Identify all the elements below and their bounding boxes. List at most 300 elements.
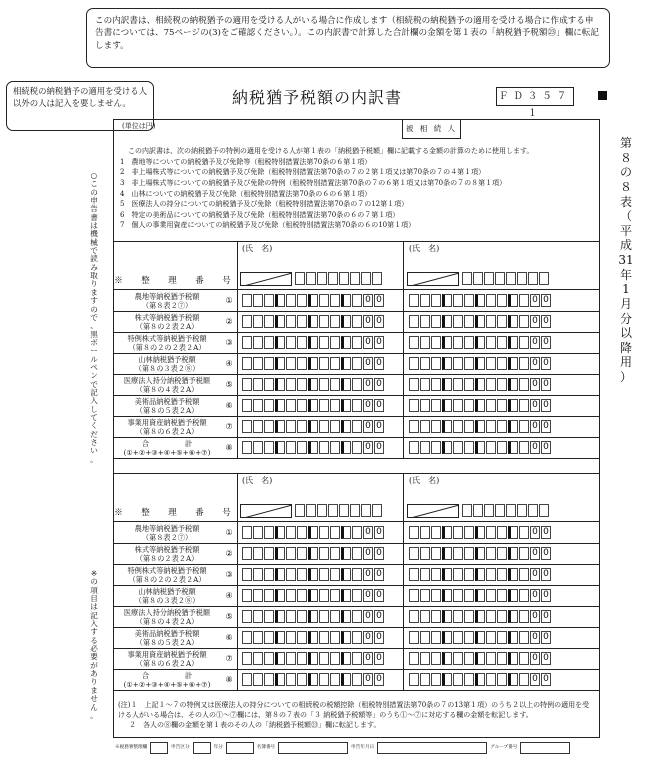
digit-cell[interactable] [352,441,362,454]
digit-cell[interactable] [442,315,452,328]
digit-cell[interactable] [464,294,474,307]
digit-cell[interactable] [442,336,452,349]
digit-cell[interactable] [330,589,340,602]
digit-cell[interactable] [308,673,318,686]
digit-cell[interactable] [475,399,485,412]
digit-cell[interactable] [330,357,340,370]
digit-cell[interactable] [473,272,483,285]
digit-cell[interactable] [420,336,430,349]
digit-cell[interactable] [330,399,340,412]
digit-cell[interactable] [242,631,252,644]
digit-cell[interactable] [442,547,452,560]
digit-cell[interactable] [286,526,296,539]
digit-cell[interactable] [308,652,318,665]
digit-cell[interactable] [308,336,318,349]
digit-cell[interactable] [308,315,318,328]
admin-box[interactable] [278,742,348,754]
digit-cell[interactable] [464,357,474,370]
digit-cell[interactable] [475,652,485,665]
digit-cell[interactable] [508,610,518,623]
digit-cell[interactable] [409,568,419,581]
digit-cell[interactable] [330,294,340,307]
digit-cell[interactable] [242,357,252,370]
digit-cell[interactable] [308,568,318,581]
digit-cell[interactable] [341,631,351,644]
digit-cell[interactable] [352,673,362,686]
digit-cell[interactable] [409,399,419,412]
digit-cell[interactable] [475,610,485,623]
digit-cell[interactable] [420,357,430,370]
digit-cell[interactable] [264,441,274,454]
digit-cell[interactable] [319,610,329,623]
digit-cell[interactable] [409,378,419,391]
digit-cell[interactable] [264,631,274,644]
digit-cell[interactable] [431,294,441,307]
digit-cell[interactable] [508,441,518,454]
digit-cell[interactable] [420,378,430,391]
admin-box[interactable] [193,742,211,754]
digit-cell[interactable] [275,526,285,539]
digit-cell[interactable] [508,357,518,370]
digit-cell[interactable] [484,272,494,285]
digit-cell[interactable] [464,336,474,349]
digit-cell[interactable] [409,420,419,433]
digit-cell[interactable] [253,441,263,454]
digit-cell[interactable] [275,378,285,391]
digit-cell[interactable] [275,294,285,307]
digit-cell[interactable] [486,526,496,539]
digit-cell[interactable] [453,652,463,665]
digit-cell[interactable] [341,526,351,539]
digit-cell[interactable] [464,673,474,686]
digit-cell[interactable] [308,610,318,623]
digit-cell[interactable] [330,547,340,560]
digit-cell[interactable] [442,378,452,391]
digit-cell[interactable] [264,652,274,665]
digit-cell[interactable] [409,631,419,644]
digit-cell[interactable] [330,673,340,686]
digit-cell[interactable] [517,272,527,285]
digit-cell[interactable] [317,504,327,517]
digit-cell[interactable] [242,547,252,560]
digit-cell[interactable] [453,610,463,623]
digit-cell[interactable] [497,589,507,602]
digit-cell[interactable] [372,272,382,285]
digit-cell[interactable] [475,631,485,644]
digit-cell[interactable] [319,589,329,602]
digit-cell[interactable] [431,336,441,349]
digit-cell[interactable] [464,652,474,665]
digit-cell[interactable] [431,568,441,581]
digit-cell[interactable] [341,336,351,349]
digit-cell[interactable] [475,294,485,307]
digit-cell[interactable] [486,294,496,307]
digit-cell[interactable] [242,378,252,391]
digit-cell[interactable] [242,673,252,686]
digit-cell[interactable] [464,399,474,412]
digit-cell[interactable] [420,526,430,539]
digit-cell[interactable] [508,652,518,665]
digit-cell[interactable] [319,652,329,665]
digit-cell[interactable] [431,441,441,454]
digit-cell[interactable] [486,652,496,665]
digit-cell[interactable] [253,315,263,328]
digit-cell[interactable] [506,504,516,517]
digit-cell[interactable] [431,652,441,665]
digit-cell[interactable] [475,420,485,433]
digit-cell[interactable] [352,378,362,391]
digit-cell[interactable] [497,547,507,560]
digit-cell[interactable] [431,399,441,412]
digit-cell[interactable] [420,441,430,454]
digit-cell[interactable] [409,526,419,539]
digit-cell[interactable] [297,336,307,349]
digit-cell[interactable] [409,589,419,602]
digit-cell[interactable] [442,610,452,623]
digit-cell[interactable] [519,673,529,686]
digit-cell[interactable] [308,399,318,412]
digit-cell[interactable] [475,547,485,560]
digit-cell[interactable] [264,568,274,581]
digit-cell[interactable] [341,315,351,328]
digit-cell[interactable] [297,294,307,307]
digit-cell[interactable] [442,673,452,686]
digit-cell[interactable] [264,315,274,328]
digit-cell[interactable] [308,547,318,560]
digit-cell[interactable] [242,589,252,602]
digit-cell[interactable] [519,336,529,349]
digit-cell[interactable] [409,652,419,665]
digit-cell[interactable] [409,441,419,454]
digit-cell[interactable] [264,357,274,370]
digit-cell[interactable] [264,399,274,412]
digit-cell[interactable] [308,357,318,370]
digit-cell[interactable] [539,272,549,285]
digit-cell[interactable] [297,610,307,623]
digit-cell[interactable] [497,315,507,328]
digit-cell[interactable] [528,504,538,517]
digit-cell[interactable] [464,441,474,454]
digit-cell[interactable] [308,441,318,454]
digit-cell[interactable] [264,589,274,602]
digit-cell[interactable] [497,631,507,644]
digit-cell[interactable] [253,673,263,686]
digit-cell[interactable] [350,272,360,285]
digit-cell[interactable] [350,504,360,517]
digit-cell[interactable] [486,336,496,349]
digit-cell[interactable] [264,673,274,686]
digit-cell[interactable] [453,568,463,581]
digit-cell[interactable] [431,547,441,560]
digit-cell[interactable] [330,652,340,665]
digit-cell[interactable] [341,357,351,370]
digit-cell[interactable] [442,631,452,644]
digit-cell[interactable] [464,315,474,328]
digit-cell[interactable] [497,610,507,623]
digit-cell[interactable] [453,526,463,539]
digit-cell[interactable] [464,568,474,581]
digit-cell[interactable] [275,673,285,686]
digit-cell[interactable] [372,504,382,517]
digit-cell[interactable] [453,631,463,644]
digit-cell[interactable] [486,357,496,370]
digit-cell[interactable] [464,610,474,623]
admin-box[interactable] [150,742,168,754]
digit-cell[interactable] [253,420,263,433]
digit-cell[interactable] [306,504,316,517]
digit-cell[interactable] [519,610,529,623]
digit-cell[interactable] [464,420,474,433]
digit-cell[interactable] [431,589,441,602]
digit-cell[interactable] [253,399,263,412]
digit-cell[interactable] [242,294,252,307]
digit-cell[interactable] [508,336,518,349]
digit-cell[interactable] [464,378,474,391]
digit-cell[interactable] [420,673,430,686]
digit-cell[interactable] [317,272,327,285]
digit-cell[interactable] [519,526,529,539]
digit-cell[interactable] [420,631,430,644]
digit-cell[interactable] [420,294,430,307]
digit-cell[interactable] [297,399,307,412]
digit-cell[interactable] [453,336,463,349]
digit-cell[interactable] [286,420,296,433]
digit-cell[interactable] [462,504,472,517]
digit-cell[interactable] [464,547,474,560]
digit-cell[interactable] [352,315,362,328]
digit-cell[interactable] [352,652,362,665]
digit-cell[interactable] [475,315,485,328]
digit-cell[interactable] [508,378,518,391]
digit-cell[interactable] [519,315,529,328]
digit-cell[interactable] [352,294,362,307]
digit-cell[interactable] [409,673,419,686]
digit-cell[interactable] [453,315,463,328]
digit-cell[interactable] [420,547,430,560]
digit-cell[interactable] [286,378,296,391]
admin-box[interactable] [226,742,254,754]
digit-cell[interactable] [319,526,329,539]
digit-cell[interactable] [519,568,529,581]
digit-cell[interactable] [264,547,274,560]
digit-cell[interactable] [275,652,285,665]
digit-cell[interactable] [308,589,318,602]
digit-cell[interactable] [420,652,430,665]
digit-cell[interactable] [275,336,285,349]
digit-cell[interactable] [519,420,529,433]
digit-cell[interactable] [352,420,362,433]
digit-cell[interactable] [508,631,518,644]
digit-cell[interactable] [409,610,419,623]
digit-cell[interactable] [484,504,494,517]
digit-cell[interactable] [242,336,252,349]
digit-cell[interactable] [264,294,274,307]
digit-cell[interactable] [352,399,362,412]
digit-cell[interactable] [486,420,496,433]
digit-cell[interactable] [295,272,305,285]
digit-cell[interactable] [330,336,340,349]
digit-cell[interactable] [539,504,549,517]
digit-cell[interactable] [519,589,529,602]
digit-cell[interactable] [431,610,441,623]
digit-cell[interactable] [242,441,252,454]
digit-cell[interactable] [308,378,318,391]
digit-cell[interactable] [475,378,485,391]
digit-cell[interactable] [319,631,329,644]
digit-cell[interactable] [409,336,419,349]
digit-cell[interactable] [431,357,441,370]
digit-cell[interactable] [275,547,285,560]
digit-cell[interactable] [497,673,507,686]
digit-cell[interactable] [253,357,263,370]
digit-cell[interactable] [341,568,351,581]
digit-cell[interactable] [453,673,463,686]
digit-cell[interactable] [486,673,496,686]
digit-cell[interactable] [297,547,307,560]
digit-cell[interactable] [453,399,463,412]
digit-cell[interactable] [361,272,371,285]
digit-cell[interactable] [508,526,518,539]
digit-cell[interactable] [330,420,340,433]
digit-cell[interactable] [497,568,507,581]
digit-cell[interactable] [264,378,274,391]
digit-cell[interactable] [431,378,441,391]
digit-cell[interactable] [253,589,263,602]
digit-cell[interactable] [264,420,274,433]
digit-cell[interactable] [253,652,263,665]
digit-cell[interactable] [508,315,518,328]
digit-cell[interactable] [517,504,527,517]
digit-cell[interactable] [253,378,263,391]
digit-cell[interactable] [409,315,419,328]
digit-cell[interactable] [253,631,263,644]
digit-cell[interactable] [453,547,463,560]
admin-box[interactable] [377,742,487,754]
digit-cell[interactable] [286,441,296,454]
digit-cell[interactable] [275,420,285,433]
digit-cell[interactable] [352,357,362,370]
digit-cell[interactable] [464,589,474,602]
digit-cell[interactable] [339,272,349,285]
digit-cell[interactable] [286,673,296,686]
digit-cell[interactable] [497,357,507,370]
digit-cell[interactable] [253,336,263,349]
digit-cell[interactable] [341,294,351,307]
digit-cell[interactable] [330,315,340,328]
digit-cell[interactable] [319,315,329,328]
digit-cell[interactable] [473,504,483,517]
digit-cell[interactable] [308,420,318,433]
digit-cell[interactable] [352,568,362,581]
digit-cell[interactable] [442,526,452,539]
digit-cell[interactable] [431,526,441,539]
digit-cell[interactable] [464,631,474,644]
digit-cell[interactable] [319,420,329,433]
digit-cell[interactable] [352,547,362,560]
digit-cell[interactable] [341,378,351,391]
digit-cell[interactable] [242,420,252,433]
digit-cell[interactable] [242,315,252,328]
digit-cell[interactable] [453,294,463,307]
digit-cell[interactable] [497,441,507,454]
digit-cell[interactable] [431,673,441,686]
digit-cell[interactable] [508,589,518,602]
digit-cell[interactable] [319,357,329,370]
digit-cell[interactable] [431,631,441,644]
digit-cell[interactable] [297,589,307,602]
digit-cell[interactable] [275,315,285,328]
digit-cell[interactable] [328,272,338,285]
digit-cell[interactable] [295,504,305,517]
digit-cell[interactable] [330,441,340,454]
digit-cell[interactable] [497,378,507,391]
digit-cell[interactable] [486,399,496,412]
digit-cell[interactable] [420,568,430,581]
digit-cell[interactable] [453,357,463,370]
digit-cell[interactable] [319,673,329,686]
digit-cell[interactable] [275,631,285,644]
digit-cell[interactable] [297,420,307,433]
digit-cell[interactable] [497,399,507,412]
digit-cell[interactable] [495,272,505,285]
digit-cell[interactable] [330,610,340,623]
digit-cell[interactable] [486,378,496,391]
digit-cell[interactable] [508,547,518,560]
digit-cell[interactable] [319,547,329,560]
digit-cell[interactable] [341,420,351,433]
digit-cell[interactable] [519,399,529,412]
digit-cell[interactable] [319,441,329,454]
digit-cell[interactable] [242,526,252,539]
digit-cell[interactable] [475,568,485,581]
digit-cell[interactable] [475,357,485,370]
digit-cell[interactable] [341,399,351,412]
digit-cell[interactable] [442,399,452,412]
digit-cell[interactable] [442,357,452,370]
digit-cell[interactable] [253,526,263,539]
digit-cell[interactable] [286,336,296,349]
digit-cell[interactable] [286,631,296,644]
digit-cell[interactable] [242,568,252,581]
digit-cell[interactable] [319,294,329,307]
digit-cell[interactable] [508,399,518,412]
digit-cell[interactable] [297,441,307,454]
digit-cell[interactable] [286,547,296,560]
digit-cell[interactable] [341,673,351,686]
digit-cell[interactable] [286,315,296,328]
digit-cell[interactable] [497,294,507,307]
digit-cell[interactable] [308,294,318,307]
digit-cell[interactable] [420,610,430,623]
digit-cell[interactable] [464,526,474,539]
digit-cell[interactable] [275,441,285,454]
digit-cell[interactable] [341,441,351,454]
digit-cell[interactable] [486,631,496,644]
digit-cell[interactable] [242,399,252,412]
digit-cell[interactable] [297,315,307,328]
digit-cell[interactable] [519,652,529,665]
digit-cell[interactable] [253,610,263,623]
digit-cell[interactable] [486,568,496,581]
digit-cell[interactable] [453,441,463,454]
digit-cell[interactable] [286,294,296,307]
digit-cell[interactable] [275,610,285,623]
digit-cell[interactable] [508,420,518,433]
digit-cell[interactable] [420,315,430,328]
digit-cell[interactable] [297,568,307,581]
digit-cell[interactable] [519,378,529,391]
digit-cell[interactable] [297,357,307,370]
